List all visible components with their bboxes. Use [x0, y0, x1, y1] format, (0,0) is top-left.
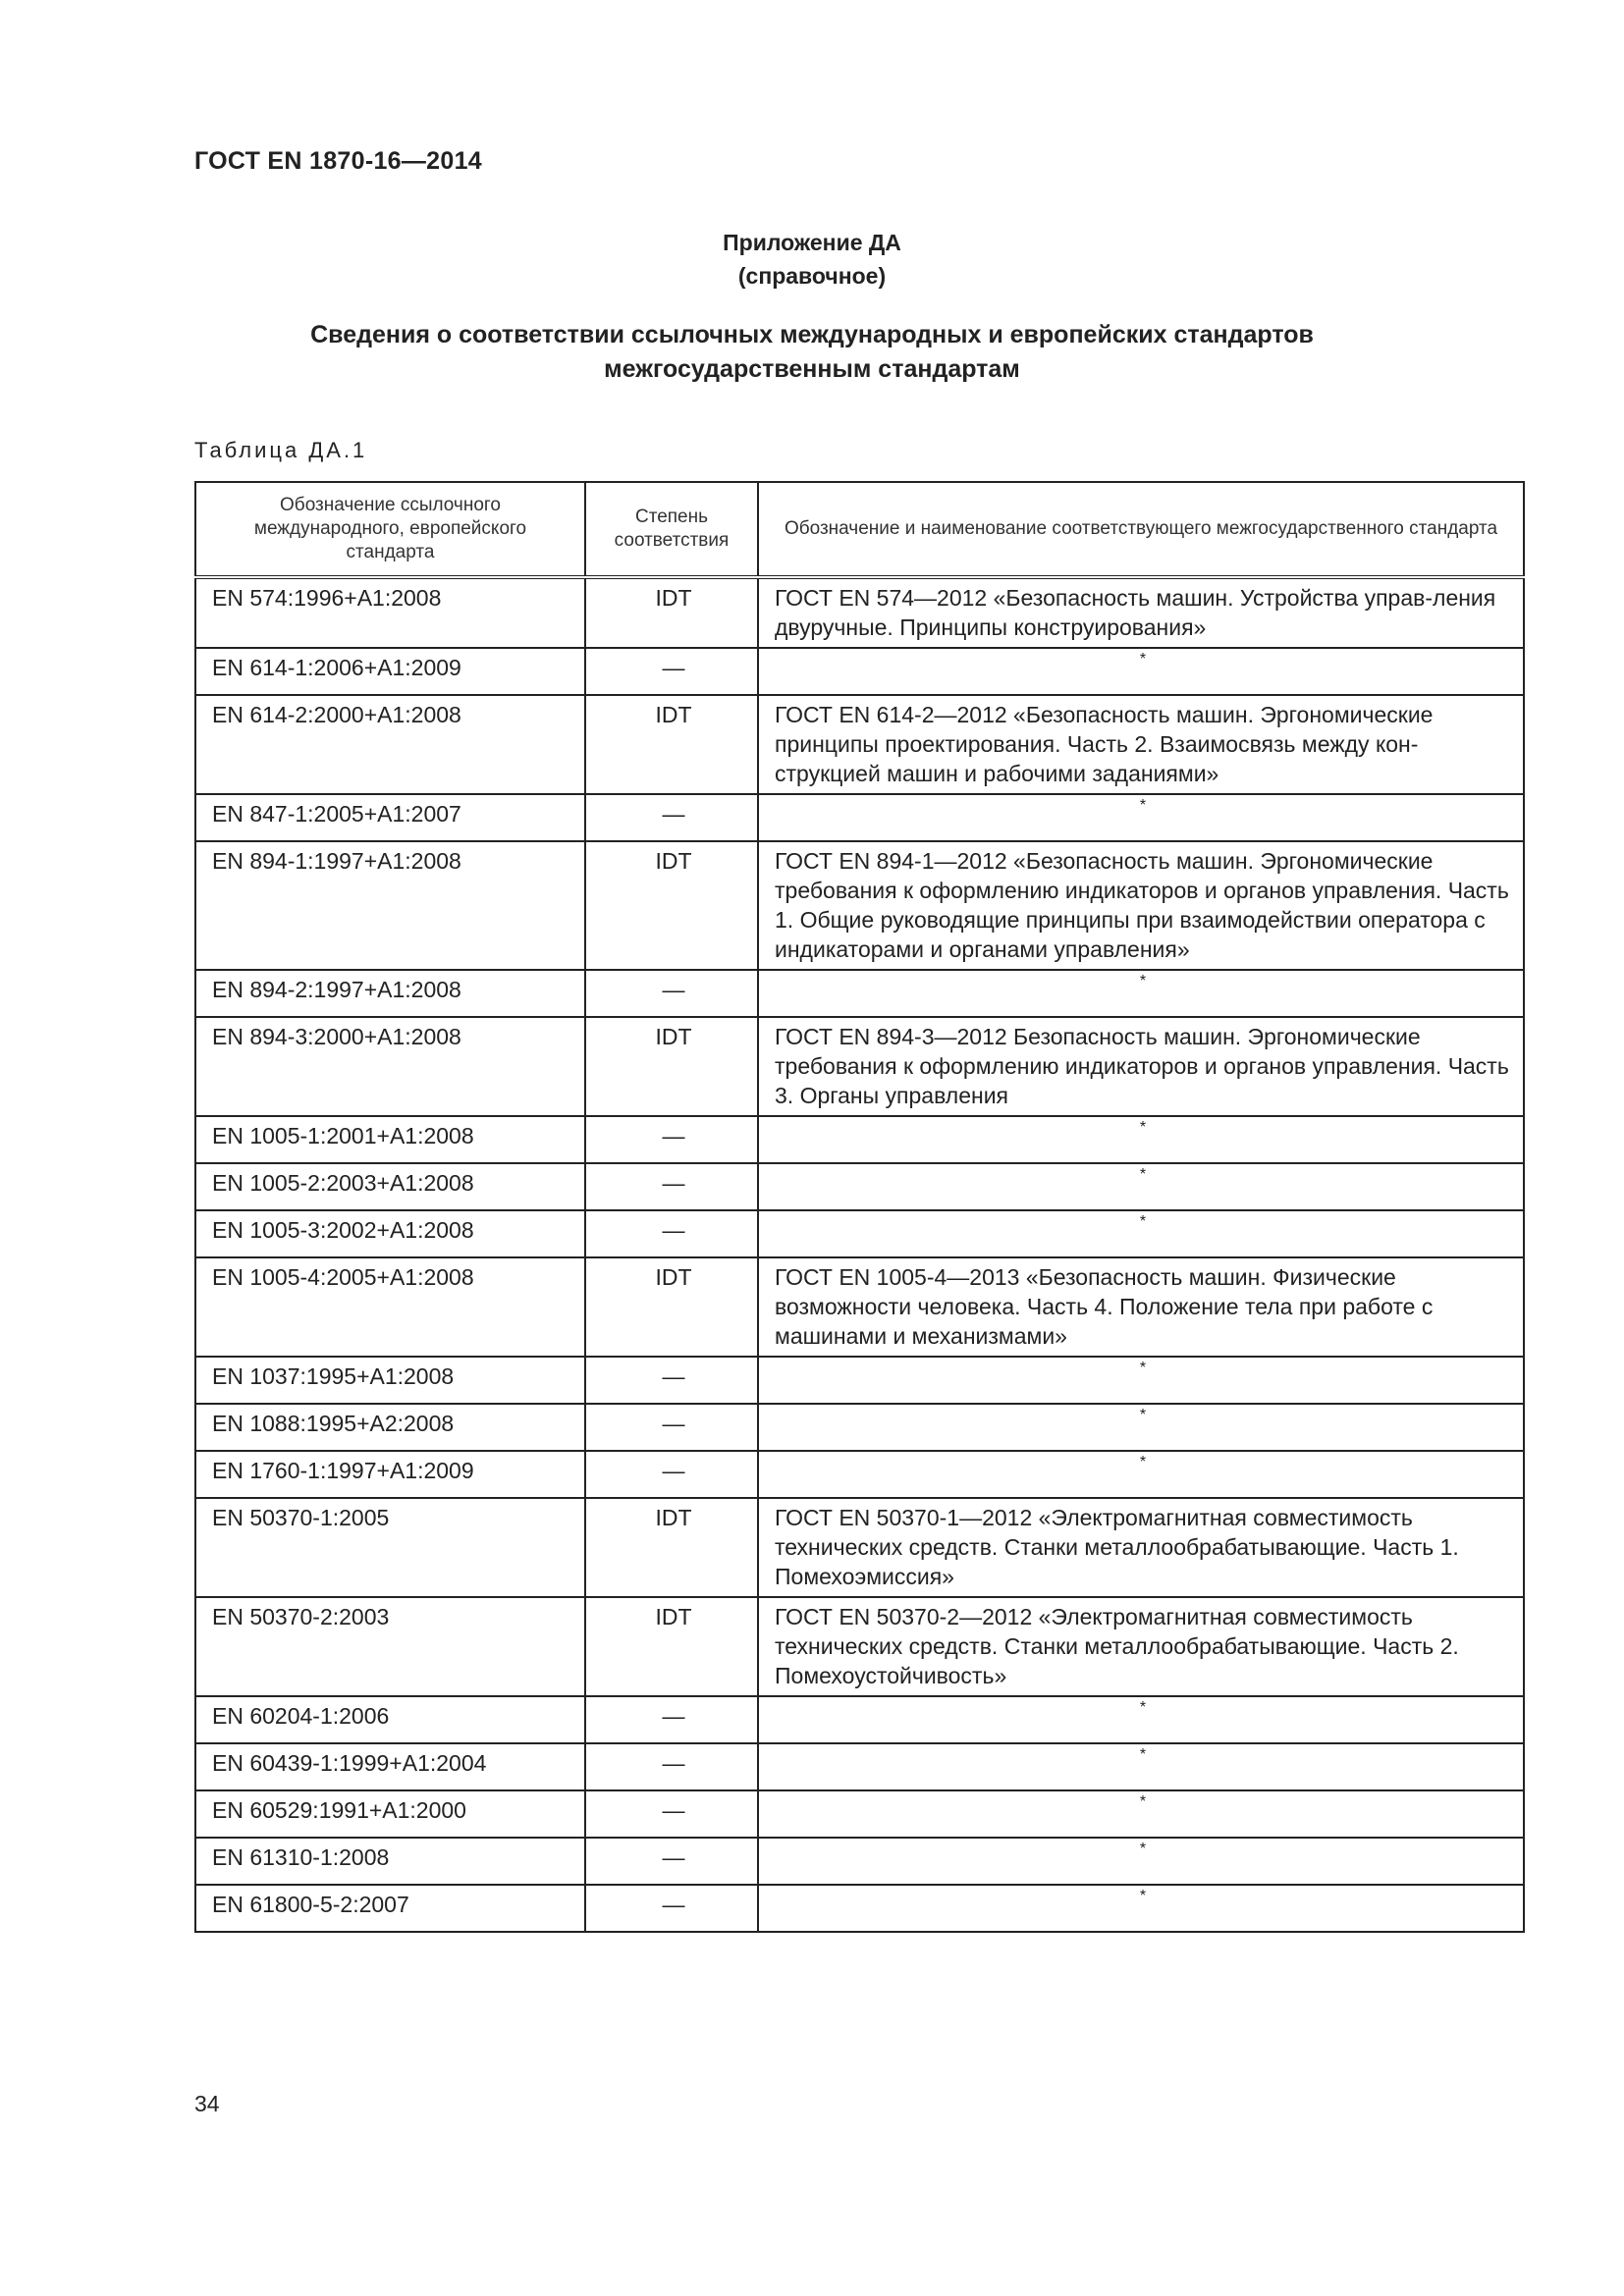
page-number: 34 — [194, 2091, 220, 2116]
table-row — [195, 577, 1524, 648]
reference-standard-cell: EN 50370-1:2005 — [195, 1498, 585, 1597]
interstate-standard-cell: * — [758, 648, 1524, 695]
document-code: ГОСТ EN 1870-16—2014 — [194, 147, 482, 175]
annex-label: Приложение ДА — [723, 230, 901, 255]
interstate-standard-cell: * — [758, 970, 1524, 1017]
degree-cell: — — [585, 1210, 758, 1257]
interstate-standard-cell: * — [758, 1210, 1524, 1257]
degree-cell: — — [585, 1885, 758, 1932]
interstate-standard-cell: ГОСТ EN 614-2—2012 «Безопасность машин. Эргономические принципы проектирования. Часть 2. Взаимосвязь между кон-струкцией машин и рабочими заданиями» — [758, 695, 1524, 794]
degree-cell: — — [585, 1743, 758, 1790]
degree-cell: — — [585, 1163, 758, 1210]
reference-standard-cell: EN 1005-3:2002+A1:2008 — [195, 1210, 585, 1257]
degree-cell: — — [585, 1116, 758, 1163]
degree-cell: IDT — [585, 577, 758, 648]
reference-standard-cell: EN 1088:1995+A2:2008 — [195, 1404, 585, 1451]
reference-standard-cell: EN 61310-1:2008 — [195, 1838, 585, 1885]
degree-cell: IDT — [585, 1257, 758, 1357]
table-label: Таблица ДА.1 — [194, 438, 368, 462]
table-row — [195, 1838, 1524, 1885]
table-row — [195, 1116, 1524, 1163]
degree-cell: — — [585, 1357, 758, 1404]
reference-standard-cell: EN 614-2:2000+A1:2008 — [195, 695, 585, 794]
interstate-standard-cell: * — [758, 1838, 1524, 1885]
reference-standard-cell: EN 60204-1:2006 — [195, 1696, 585, 1743]
table-row — [195, 1597, 1524, 1696]
degree-cell: IDT — [585, 1597, 758, 1696]
table-row — [195, 841, 1524, 970]
interstate-standard-cell: * — [758, 1790, 1524, 1838]
reference-standard-cell: EN 60529:1991+A1:2000 — [195, 1790, 585, 1838]
reference-standard-cell: EN 1760-1:1997+A1:2009 — [195, 1451, 585, 1498]
annex-title — [0, 318, 1624, 387]
reference-standard-cell: EN 50370-2:2003 — [195, 1597, 585, 1696]
interstate-standard-cell: * — [758, 1451, 1524, 1498]
interstate-standard-cell: * — [758, 1116, 1524, 1163]
interstate-standard-cell: * — [758, 794, 1524, 841]
degree-cell: — — [585, 1404, 758, 1451]
reference-standard-cell: EN 574:1996+A1:2008 — [195, 577, 585, 648]
degree-cell: — — [585, 648, 758, 695]
degree-cell: — — [585, 1790, 758, 1838]
table-row — [195, 1017, 1524, 1116]
degree-cell: IDT — [585, 1498, 758, 1597]
table-row — [195, 1885, 1524, 1932]
header-interstate-standard: Обозначение и наименование соответствующего межгосударственного стандарта — [758, 482, 1524, 577]
degree-cell: IDT — [585, 695, 758, 794]
reference-standard-cell: EN 60439-1:1999+A1:2004 — [195, 1743, 585, 1790]
reference-standard-cell: EN 1005-2:2003+A1:2008 — [195, 1163, 585, 1210]
table-row — [195, 1357, 1524, 1404]
degree-cell: — — [585, 794, 758, 841]
annex-heading — [0, 226, 1624, 293]
degree-cell: IDT — [585, 1017, 758, 1116]
degree-cell: — — [585, 970, 758, 1017]
degree-cell: — — [585, 1696, 758, 1743]
interstate-standard-cell: * — [758, 1696, 1524, 1743]
annex-title-line-1: Сведения о соответствии ссылочных международных и европейских стандартов — [310, 321, 1314, 348]
table-row — [195, 648, 1524, 695]
annex-title-line-2: межгосударственным стандартам — [604, 355, 1020, 383]
degree-cell: — — [585, 1451, 758, 1498]
table-row — [195, 794, 1524, 841]
header-degree: Степень соответствия — [585, 482, 758, 577]
table-row — [195, 1743, 1524, 1790]
table-row — [195, 1163, 1524, 1210]
reference-standard-cell: EN 847-1:2005+A1:2007 — [195, 794, 585, 841]
table-row — [195, 695, 1524, 794]
reference-standard-cell: EN 894-2:1997+A1:2008 — [195, 970, 585, 1017]
interstate-standard-cell: * — [758, 1163, 1524, 1210]
reference-standard-cell: EN 1005-4:2005+A1:2008 — [195, 1257, 585, 1357]
interstate-standard-cell: ГОСТ EN 894-3—2012 Безопасность машин. Эргономические требования к оформлению индикаторов и органов управления. Часть 3. Органы управления — [758, 1017, 1524, 1116]
table-row — [195, 1790, 1524, 1838]
standards-correspondence-table — [194, 481, 1525, 1933]
reference-standard-cell: EN 614-1:2006+A1:2009 — [195, 648, 585, 695]
table-row — [195, 1498, 1524, 1597]
degree-cell: — — [585, 1838, 758, 1885]
annex-status: (справочное) — [737, 263, 887, 289]
degree-cell: IDT — [585, 841, 758, 970]
interstate-standard-cell: * — [758, 1404, 1524, 1451]
interstate-standard-cell: ГОСТ EN 1005-4—2013 «Безопасность машин. Физические возможности человека. Часть 4. Положение тела при работе с машинами и механизмами» — [758, 1257, 1524, 1357]
table-row — [195, 1210, 1524, 1257]
interstate-standard-cell: * — [758, 1357, 1524, 1404]
interstate-standard-cell: * — [758, 1885, 1524, 1932]
interstate-standard-cell: * — [758, 1743, 1524, 1790]
interstate-standard-cell: ГОСТ EN 50370-2—2012 «Электромагнитная совместимость технических средств. Станки металлообрабатывающие. Часть 2. Помехоустойчивость» — [758, 1597, 1524, 1696]
table-row — [195, 1404, 1524, 1451]
reference-standard-cell: EN 61800-5-2:2007 — [195, 1885, 585, 1932]
table-row — [195, 1451, 1524, 1498]
interstate-standard-cell: ГОСТ EN 894-1—2012 «Безопасность машин. Эргономические требования к оформлению индикаторов и органов управления. Часть 1. Общие руководящие принципы при взаимодействии оператора с индикаторами и органами управления» — [758, 841, 1524, 970]
reference-standard-cell: EN 1005-1:2001+A1:2008 — [195, 1116, 585, 1163]
reference-standard-cell: EN 894-3:2000+A1:2008 — [195, 1017, 585, 1116]
table-header-row — [195, 482, 1524, 577]
reference-standard-cell: EN 1037:1995+A1:2008 — [195, 1357, 585, 1404]
interstate-standard-cell: ГОСТ EN 50370-1—2012 «Электромагнитная совместимость технических средств. Станки металлообрабатывающие. Часть 1. Помехоэмиссия» — [758, 1498, 1524, 1597]
table-row — [195, 1257, 1524, 1357]
table-row — [195, 1696, 1524, 1743]
header-reference-standard: Обозначение ссылочного международного, европейского стандарта — [195, 482, 585, 577]
reference-standard-cell: EN 894-1:1997+A1:2008 — [195, 841, 585, 970]
interstate-standard-cell: ГОСТ EN 574—2012 «Безопасность машин. Устройства управ-ления двуручные. Принципы конструирования» — [758, 577, 1524, 648]
table-row — [195, 970, 1524, 1017]
